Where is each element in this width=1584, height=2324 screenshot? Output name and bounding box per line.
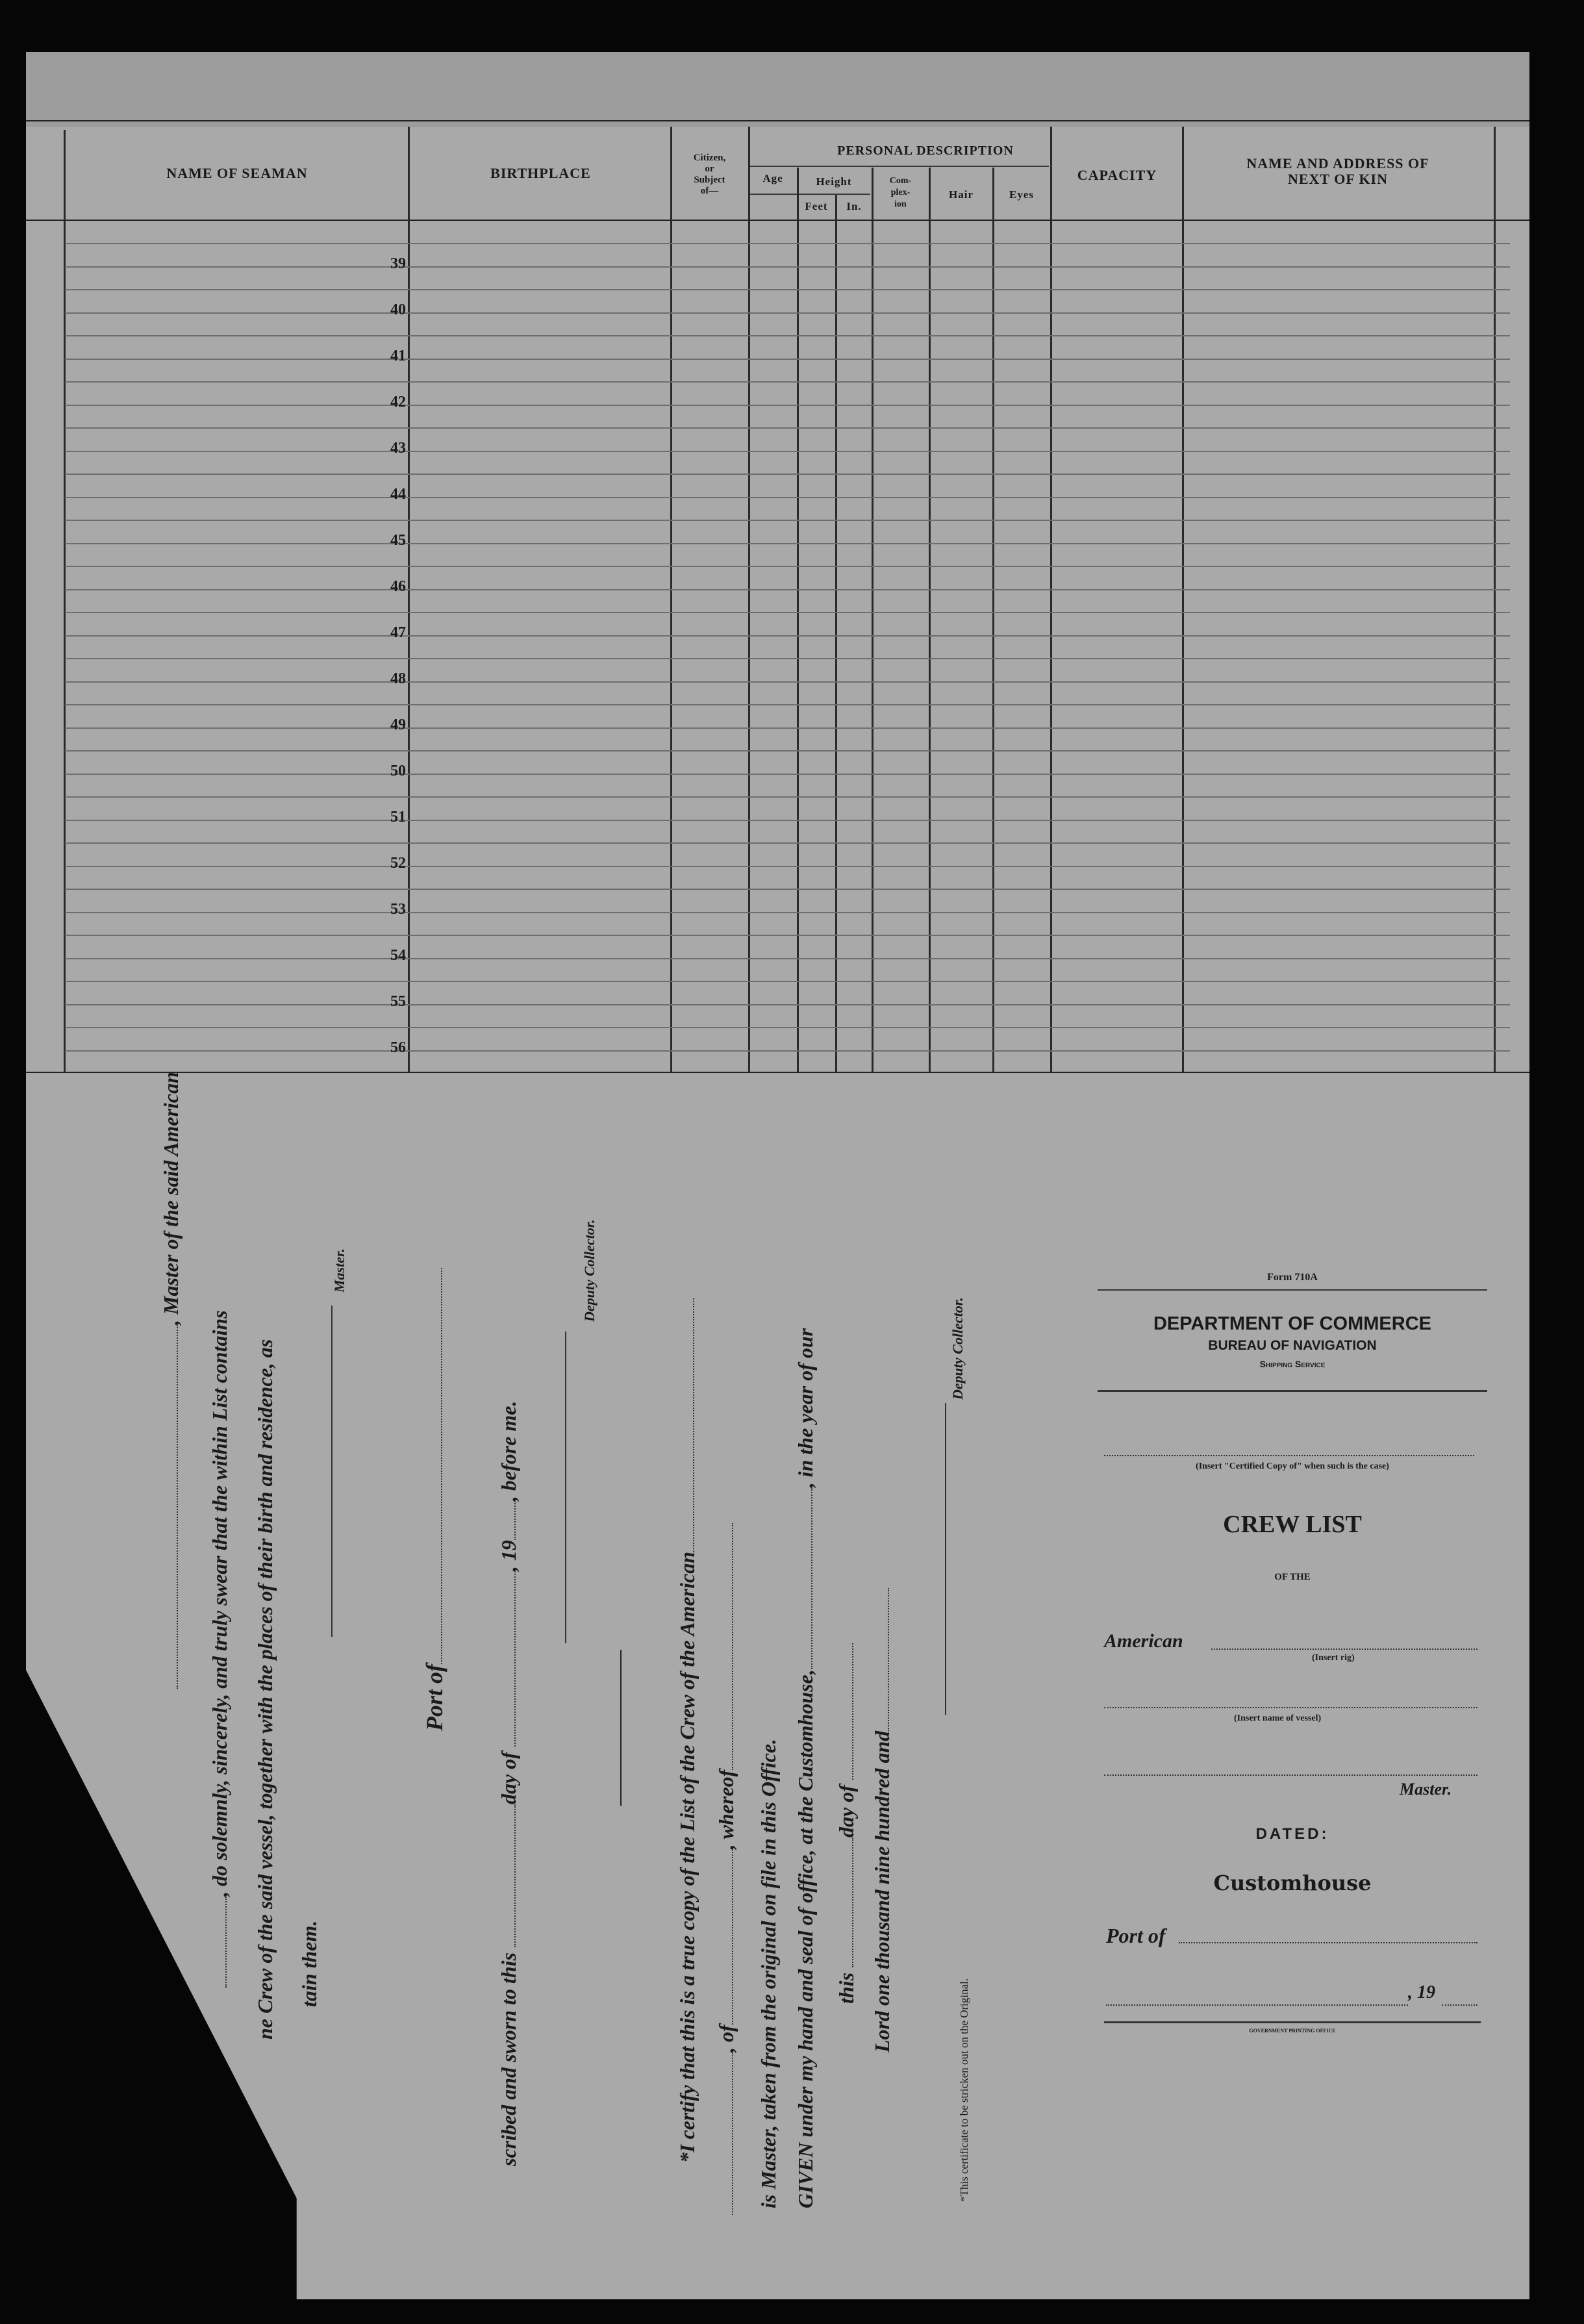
row-number: 52: [390, 855, 406, 872]
master-signature-line: [331, 1306, 333, 1637]
certificate-footnote-text: *This certificate to be stricken out on the Original.: [958, 1978, 970, 2202]
cover-year: , 19: [1408, 1982, 1435, 2002]
header-citizen-line: or: [705, 164, 714, 174]
header-citizen-line: of—: [700, 186, 719, 196]
oath-line-3: [253, 1339, 277, 2040]
header-height: Height: [816, 175, 852, 188]
header-citizen-line: Subject: [694, 175, 725, 185]
certificate-line-3: [757, 1739, 781, 2208]
cover-port-of: Port of: [1106, 1924, 1166, 1947]
row-number: 42: [390, 394, 406, 410]
department-title: DEPARTMENT OF COMMERCE: [1153, 1313, 1431, 1334]
form-number: Form 710A: [1267, 1272, 1318, 1283]
certificate-line-4-end: , in the year of our: [794, 1328, 817, 1488]
certified-copy-line: [1104, 1455, 1474, 1456]
certificate-day-of: day of: [835, 1785, 858, 1838]
certificate-line-2: [714, 1523, 738, 2215]
row-number: 44: [390, 486, 406, 503]
oath-line-4-text: tain them.: [297, 1920, 321, 2007]
header-birthplace: BIRTHPLACE: [490, 165, 591, 181]
cover-master-label: Master.: [1400, 1780, 1452, 1799]
oath-master-label: [331, 1248, 348, 1293]
row-number: 51: [390, 809, 406, 826]
row-number: 55: [390, 993, 406, 1010]
deputy-signature-line: [565, 1332, 566, 1643]
certificate-line-6-text: Lord one thousand nine hundred and: [870, 1730, 894, 2052]
oath-line-2-text: , do solemnly, sincerely, and truly swear that the within List contains: [208, 1310, 231, 1897]
certificate-line-1: [675, 1298, 699, 2163]
crew-list-title: CREW LIST: [1223, 1511, 1362, 1538]
certificate-deputy-collector: [949, 1297, 966, 1400]
oath-line-3-text: ne Crew of the said vessel, together with the places of their birth and residence, as: [253, 1339, 277, 2040]
certificate-line-4-text: GIVEN under my hand and seal of office, at the Customhouse,: [794, 1669, 817, 2208]
header-citizen-line: Citizen,: [693, 153, 726, 163]
oath-line-4: [297, 1921, 321, 2007]
certificate-line-3-text: is Master, taken from the original on file in this Office.: [757, 1738, 780, 2208]
row-number: 53: [390, 901, 406, 918]
port-line: [1179, 1942, 1477, 1943]
header-next-of-kin: [1185, 156, 1490, 187]
printer-imprint: GOVERNMENT PRINTING OFFICE: [1249, 2028, 1336, 2034]
header-complexion: [873, 175, 928, 210]
header-inches: In.: [846, 200, 862, 212]
row-number: 56: [390, 1039, 406, 1056]
certificate-deputy-text: Deputy Collector.: [949, 1297, 966, 1400]
header-feet: Feet: [805, 200, 828, 212]
row-number: 46: [390, 578, 406, 595]
oath-sworn-line: [497, 1401, 521, 2166]
folded-top-strip: [26, 52, 1529, 127]
insert-certified-note: (Insert "Certified Copy of" when such is the case): [1196, 1461, 1389, 1471]
oath-year: , 19: [497, 1540, 520, 1572]
row-number: 47: [390, 624, 406, 641]
header-name-of-seaman: NAME OF SEAMAN: [166, 165, 308, 181]
header-eyes: Eyes: [1009, 188, 1034, 201]
rig-line: [1211, 1648, 1477, 1650]
header-complexion-line: plex-: [890, 188, 911, 197]
oath-line-1-text: , Master of the said American: [159, 1072, 182, 1325]
certificate-signature-line: [945, 1403, 946, 1715]
row-number: 48: [390, 670, 406, 687]
oath-sworn-text: scribed and sworn to this: [497, 1952, 520, 2166]
header-next-of-kin-line: NAME AND ADDRESS OF: [1246, 155, 1429, 171]
oath-port-of: [421, 1268, 448, 1731]
header-citizen: [672, 153, 747, 197]
header-capacity: CAPACITY: [1077, 167, 1157, 183]
row-number: 54: [390, 947, 406, 964]
header-hair: Hair: [949, 188, 974, 201]
master-name-line: [1104, 1775, 1477, 1776]
year-line: [1442, 2004, 1477, 2006]
oath-master-text: Master.: [331, 1248, 347, 1293]
dated-label: DATED:: [1255, 1825, 1329, 1843]
row-number: 50: [390, 763, 406, 779]
date-line: [1106, 2004, 1408, 2006]
of-the-label: OF THE: [1274, 1572, 1311, 1582]
insert-vessel-note: (Insert name of vessel): [1234, 1713, 1322, 1723]
row-number: 39: [390, 255, 406, 272]
oath-deputy-text: Deputy Collector.: [581, 1219, 597, 1322]
certificate-line-5: [835, 1643, 859, 2004]
certificate-line-4: [794, 1328, 818, 2208]
bureau-title: BUREAU OF NAVIGATION: [1208, 1338, 1377, 1353]
american-label: American: [1104, 1630, 1183, 1652]
certificate-of: , of: [714, 2025, 738, 2052]
service-title: Shipping Service: [1259, 1359, 1326, 1369]
customhouse-label: Customhouse: [1213, 1871, 1372, 1895]
row-number: 49: [390, 716, 406, 733]
header-personal-description: PERSONAL DESCRIPTION: [837, 144, 1014, 158]
certificate-line-1-text: *I certify that this is a true copy of the List of the Crew of the American: [675, 1551, 699, 2163]
oath-day-of: day of: [497, 1752, 520, 1805]
oath-deputy-collector: [581, 1219, 598, 1322]
row-number: 43: [390, 440, 406, 457]
insert-rig-note: (Insert rig): [1312, 1653, 1355, 1663]
certificate-footnote: [958, 1978, 971, 2202]
header-complexion-line: ion: [894, 199, 907, 209]
certificate-line-6: [870, 1588, 894, 2052]
oath-line-2: [208, 1310, 232, 1988]
header-complexion-line: Com-: [889, 176, 912, 186]
certificate-whereof: , whereof: [714, 1769, 738, 1850]
header-next-of-kin-line: NEXT OF KIN: [1287, 171, 1389, 187]
vessel-name-line: [1104, 1707, 1477, 1708]
oath-before-me: , before me.: [497, 1400, 520, 1502]
certificate-this: this: [835, 1972, 858, 2004]
oath-port-text: Port of: [421, 1664, 447, 1731]
row-number: 45: [390, 532, 406, 549]
row-number: 40: [390, 301, 406, 318]
row-number: 41: [390, 347, 406, 364]
header-age: Age: [762, 172, 783, 184]
oath-line-1: [159, 1072, 183, 1689]
separator-line: [620, 1650, 622, 1806]
